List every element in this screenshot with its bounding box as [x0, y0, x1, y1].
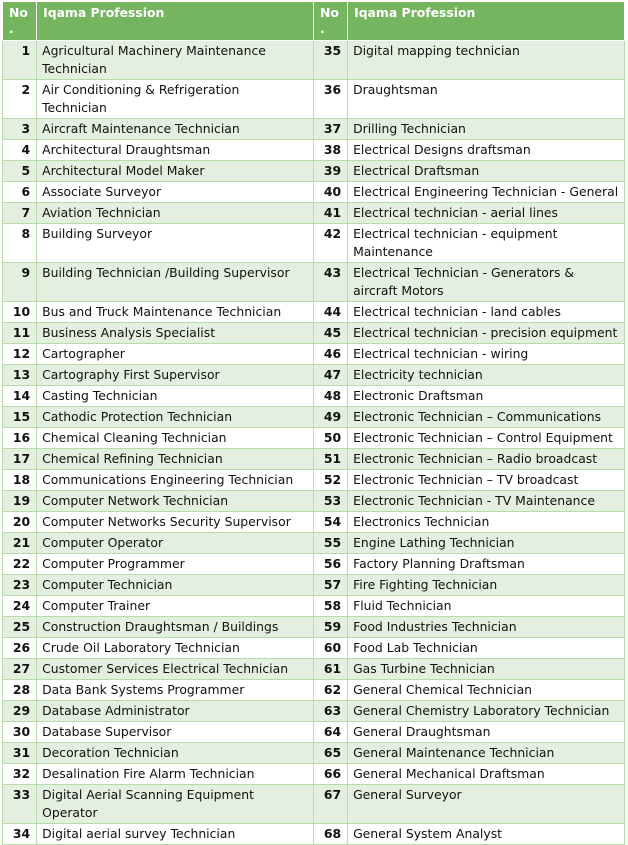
table-row: [3, 119, 625, 140]
table-row: [3, 161, 625, 182]
row-number-left: 25: [3, 617, 37, 638]
row-number-left: 32: [3, 764, 37, 785]
profession-name-left: Associate Surveyor: [37, 182, 314, 203]
table-body: [3, 41, 625, 845]
profession-name-left: Computer Network Technician: [37, 491, 314, 512]
row-number-right: 57: [313, 575, 347, 596]
row-number-left: 1: [3, 41, 37, 80]
table-row: [3, 80, 625, 119]
row-number-right: 47: [313, 365, 347, 386]
profession-name-left: Computer Technician: [37, 575, 314, 596]
profession-name-left: Cartography First Supervisor: [37, 365, 314, 386]
row-number-left: 15: [3, 407, 37, 428]
row-number-right: 51: [313, 449, 347, 470]
row-number-right: 41: [313, 203, 347, 224]
row-number-right: 45: [313, 323, 347, 344]
profession-name-left: Computer Networks Security Supervisor: [37, 512, 314, 533]
table-row: [3, 365, 625, 386]
profession-name-right: General Surveyor: [348, 785, 625, 824]
profession-name-right: Food Industries Technician: [348, 617, 625, 638]
profession-name-left: Database Administrator: [37, 701, 314, 722]
header-profession-left: Iqama Profession: [37, 2, 314, 41]
profession-name-left: Computer Programmer: [37, 554, 314, 575]
row-number-right: 56: [313, 554, 347, 575]
row-number-right: 59: [313, 617, 347, 638]
profession-name-right: General Mechanical Draftsman: [348, 764, 625, 785]
profession-name-right: Engine Lathing Technician: [348, 533, 625, 554]
profession-name-right: General Draughtsman: [348, 722, 625, 743]
profession-name-right: Electronic Technician – TV broadcast: [348, 470, 625, 491]
table-row: [3, 344, 625, 365]
row-number-left: 19: [3, 491, 37, 512]
row-number-left: 10: [3, 302, 37, 323]
row-number-right: 42: [313, 224, 347, 263]
row-number-left: 16: [3, 428, 37, 449]
row-number-left: 14: [3, 386, 37, 407]
profession-name-left: Digital Aerial Scanning Equipment Operator: [37, 785, 314, 824]
row-number-right: 40: [313, 182, 347, 203]
table-row: [3, 743, 625, 764]
profession-name-right: Fluid Technician: [348, 596, 625, 617]
profession-name-left: Casting Technician: [37, 386, 314, 407]
profession-name-left: Communications Engineering Technician: [37, 470, 314, 491]
row-number-right: 61: [313, 659, 347, 680]
profession-name-left: Aviation Technician: [37, 203, 314, 224]
profession-name-right: General Chemistry Laboratory Technician: [348, 701, 625, 722]
row-number-right: 62: [313, 680, 347, 701]
table-row: [3, 224, 625, 263]
table-row: [3, 575, 625, 596]
row-number-left: 20: [3, 512, 37, 533]
row-number-right: 68: [313, 824, 347, 845]
profession-name-left: Digital aerial survey Technician: [37, 824, 314, 845]
row-number-right: 66: [313, 764, 347, 785]
profession-name-left: Architectural Model Maker: [37, 161, 314, 182]
row-number-left: 29: [3, 701, 37, 722]
profession-name-right: Electrical technician - land cables: [348, 302, 625, 323]
row-number-right: 67: [313, 785, 347, 824]
row-number-left: 7: [3, 203, 37, 224]
row-number-left: 28: [3, 680, 37, 701]
row-number-left: 24: [3, 596, 37, 617]
profession-name-right: Drilling Technician: [348, 119, 625, 140]
row-number-right: 39: [313, 161, 347, 182]
row-number-left: 11: [3, 323, 37, 344]
profession-name-right: Electronic Technician - TV Maintenance: [348, 491, 625, 512]
table-row: [3, 203, 625, 224]
row-number-left: 6: [3, 182, 37, 203]
row-number-right: 50: [313, 428, 347, 449]
row-number-left: 22: [3, 554, 37, 575]
profession-name-right: Electrical technician - wiring: [348, 344, 625, 365]
profession-name-right: Electrical technician - aerial lines: [348, 203, 625, 224]
row-number-left: 5: [3, 161, 37, 182]
profession-name-left: Building Technician /Building Supervisor: [37, 263, 314, 302]
profession-name-left: Cathodic Protection Technician: [37, 407, 314, 428]
profession-name-left: Database Supervisor: [37, 722, 314, 743]
profession-name-left: Construction Draughtsman / Buildings: [37, 617, 314, 638]
row-number-right: 36: [313, 80, 347, 119]
profession-name-right: Electronic Technician – Radio broadcast: [348, 449, 625, 470]
profession-name-right: General System Analyst: [348, 824, 625, 845]
row-number-right: 46: [313, 344, 347, 365]
profession-name-right: Gas Turbine Technician: [348, 659, 625, 680]
row-number-right: 37: [313, 119, 347, 140]
row-number-left: 4: [3, 140, 37, 161]
row-number-left: 9: [3, 263, 37, 302]
table-row: [3, 491, 625, 512]
profession-name-left: Bus and Truck Maintenance Technician: [37, 302, 314, 323]
profession-name-right: Digital mapping technician: [348, 41, 625, 80]
row-number-right: 58: [313, 596, 347, 617]
row-number-left: 18: [3, 470, 37, 491]
profession-name-left: Decoration Technician: [37, 743, 314, 764]
row-number-left: 17: [3, 449, 37, 470]
row-number-left: 23: [3, 575, 37, 596]
profession-name-left: Computer Trainer: [37, 596, 314, 617]
row-number-right: 53: [313, 491, 347, 512]
row-number-left: 2: [3, 80, 37, 119]
row-number-right: 54: [313, 512, 347, 533]
row-number-left: 27: [3, 659, 37, 680]
profession-name-left: Business Analysis Specialist: [37, 323, 314, 344]
table-row: [3, 617, 625, 638]
header-no-right: No .: [313, 2, 347, 41]
profession-name-left: Agricultural Machinery Maintenance Technician: [37, 41, 314, 80]
row-number-right: 48: [313, 386, 347, 407]
table-row: [3, 533, 625, 554]
profession-name-left: Cartographer: [37, 344, 314, 365]
profession-name-left: Air Conditioning & Refrigeration Technician: [37, 80, 314, 119]
row-number-right: 63: [313, 701, 347, 722]
profession-name-right: Food Lab Technician: [348, 638, 625, 659]
profession-name-right: Electrical Technician - Generators & aircraft Motors: [348, 263, 625, 302]
profession-name-right: Fire Fighting Technician: [348, 575, 625, 596]
table-row: [3, 302, 625, 323]
table-row: [3, 386, 625, 407]
table-row: [3, 824, 625, 845]
row-number-left: 3: [3, 119, 37, 140]
profession-name-right: Electrical technician - equipment Maintenance: [348, 224, 625, 263]
iqama-profession-table: [2, 1, 625, 845]
profession-name-left: Architectural Draughtsman: [37, 140, 314, 161]
header-no-left: No .: [3, 2, 37, 41]
profession-name-right: Factory Planning Draftsman: [348, 554, 625, 575]
row-number-right: 35: [313, 41, 347, 80]
table-row: [3, 638, 625, 659]
row-number-right: 38: [313, 140, 347, 161]
profession-name-left: Desalination Fire Alarm Technician: [37, 764, 314, 785]
row-number-right: 43: [313, 263, 347, 302]
row-number-right: 49: [313, 407, 347, 428]
table-row: [3, 449, 625, 470]
profession-name-right: Electronic Technician – Control Equipment: [348, 428, 625, 449]
profession-name-left: Aircraft Maintenance Technician: [37, 119, 314, 140]
table-row: [3, 428, 625, 449]
row-number-left: 13: [3, 365, 37, 386]
table-row: [3, 701, 625, 722]
profession-name-left: Crude Oil Laboratory Technician: [37, 638, 314, 659]
table-header-row: [3, 2, 625, 41]
profession-name-right: Electrical Designs draftsman: [348, 140, 625, 161]
table-row: [3, 680, 625, 701]
row-number-left: 21: [3, 533, 37, 554]
profession-name-right: Electrical technician - precision equipment: [348, 323, 625, 344]
profession-name-left: Customer Services Electrical Technician: [37, 659, 314, 680]
table-row: [3, 764, 625, 785]
row-number-left: 8: [3, 224, 37, 263]
table-row: [3, 470, 625, 491]
table-row: [3, 140, 625, 161]
profession-name-left: Chemical Refining Technician: [37, 449, 314, 470]
header-profession-right: Iqama Profession: [348, 2, 625, 41]
profession-name-right: Electrical Draftsman: [348, 161, 625, 182]
row-number-left: 33: [3, 785, 37, 824]
profession-name-right: Draughtsman: [348, 80, 625, 119]
profession-name-right: Electricity technician: [348, 365, 625, 386]
row-number-left: 31: [3, 743, 37, 764]
table-row: [3, 263, 625, 302]
table-row: [3, 722, 625, 743]
profession-name-left: Computer Operator: [37, 533, 314, 554]
profession-name-left: Building Surveyor: [37, 224, 314, 263]
table-row: [3, 659, 625, 680]
row-number-right: 52: [313, 470, 347, 491]
table-row: [3, 182, 625, 203]
table-row: [3, 785, 625, 824]
profession-name-right: General Chemical Technician: [348, 680, 625, 701]
profession-name-right: Electronic Technician – Communications: [348, 407, 625, 428]
profession-name-right: Electronic Draftsman: [348, 386, 625, 407]
row-number-left: 34: [3, 824, 37, 845]
table-row: [3, 407, 625, 428]
profession-name-left: Chemical Cleaning Technician: [37, 428, 314, 449]
profession-name-left: Data Bank Systems Programmer: [37, 680, 314, 701]
row-number-right: 65: [313, 743, 347, 764]
row-number-right: 60: [313, 638, 347, 659]
row-number-left: 30: [3, 722, 37, 743]
table-row: [3, 323, 625, 344]
row-number-left: 26: [3, 638, 37, 659]
row-number-right: 55: [313, 533, 347, 554]
row-number-left: 12: [3, 344, 37, 365]
row-number-right: 64: [313, 722, 347, 743]
table-row: [3, 596, 625, 617]
table-row: [3, 512, 625, 533]
profession-name-right: Electrical Engineering Technician - General: [348, 182, 625, 203]
profession-name-right: General Maintenance Technician: [348, 743, 625, 764]
row-number-right: 44: [313, 302, 347, 323]
table-row: [3, 554, 625, 575]
table-row: [3, 41, 625, 80]
profession-name-right: Electronics Technician: [348, 512, 625, 533]
